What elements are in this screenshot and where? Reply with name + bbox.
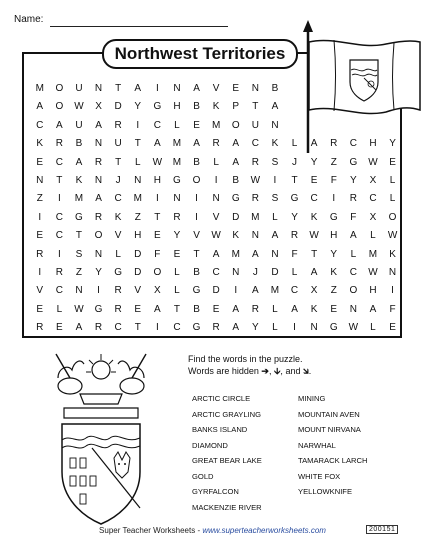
grid-letter[interactable]: X — [369, 175, 377, 186]
grid-letter[interactable]: A — [154, 303, 162, 315]
grid-letter[interactable]: N — [310, 322, 319, 334]
name-label: Name: — [14, 14, 44, 25]
grid-letter[interactable]: E — [36, 230, 44, 242]
grid-letter[interactable]: T — [134, 322, 142, 334]
grid-letter[interactable]: B — [232, 175, 240, 186]
grid-letter[interactable]: L — [174, 119, 181, 131]
grid-letter[interactable]: R — [94, 211, 103, 223]
grid-letter[interactable]: R — [212, 138, 221, 150]
grid-letter[interactable]: R — [36, 322, 44, 334]
grid-letter[interactable]: R — [36, 248, 44, 260]
grid-letter[interactable]: I — [195, 211, 199, 223]
grid-letter[interactable]: U — [114, 138, 123, 150]
grid-letter[interactable]: W — [387, 230, 398, 242]
grid-letter[interactable]: V — [36, 285, 44, 297]
grid-letter[interactable]: D — [271, 267, 280, 278]
word-list-item: DIAMOND — [192, 440, 228, 450]
grid-letter[interactable]: T — [173, 303, 181, 315]
grid-letter[interactable]: R — [114, 303, 123, 315]
grid-letter[interactable]: Z — [330, 285, 338, 297]
grid-letter[interactable]: D — [212, 285, 221, 297]
arrow-right-icon: ➔ — [261, 366, 269, 376]
grid-letter[interactable]: T — [56, 175, 63, 186]
grid-letter[interactable]: O — [192, 175, 201, 186]
grid-letter[interactable]: L — [272, 322, 279, 334]
grid-letter[interactable]: K — [114, 211, 122, 223]
grid-letter[interactable]: R — [173, 211, 182, 223]
grid-letter[interactable]: G — [192, 322, 201, 334]
grid-letter[interactable]: I — [273, 175, 277, 186]
grid-letter[interactable]: D — [114, 101, 123, 113]
grid-letter[interactable]: E — [56, 322, 64, 334]
grid-letter[interactable]: B — [193, 303, 201, 315]
word-list-item: TAMARACK LARCH — [298, 456, 368, 465]
grid-letter[interactable]: W — [152, 156, 163, 168]
grid-letter[interactable]: A — [95, 193, 103, 205]
grid-letter[interactable]: I — [38, 267, 42, 278]
grid-letter[interactable]: T — [291, 175, 299, 186]
grid-letter[interactable]: V — [193, 230, 201, 242]
page-title: Northwest Territories — [102, 39, 298, 69]
grid-letter[interactable]: Z — [75, 267, 83, 278]
grid-letter[interactable]: I — [57, 193, 62, 205]
grid-letter[interactable]: S — [271, 156, 279, 168]
grid-letter[interactable]: N — [271, 248, 280, 260]
grid-letter[interactable]: E — [389, 156, 397, 168]
grid-letter[interactable]: A — [271, 101, 279, 113]
grid-letter[interactable]: G — [114, 267, 123, 278]
grid-letter[interactable]: Y — [173, 230, 181, 242]
grid-letter[interactable]: A — [350, 230, 358, 242]
grid-letter[interactable]: Z — [36, 193, 44, 205]
grid-letter[interactable]: L — [389, 193, 396, 205]
grid-letter[interactable]: C — [55, 285, 64, 297]
grid-letter[interactable]: B — [193, 156, 201, 168]
word-list-item: MACKENZIE RIVER — [192, 502, 262, 512]
word-list-item: WHITE FOX — [298, 471, 341, 481]
word-list-item: ARCTIC CIRCLE — [192, 394, 251, 403]
grid-letter[interactable]: Y — [310, 156, 318, 168]
grid-letter[interactable]: K — [36, 138, 44, 150]
grid-letter[interactable]: O — [231, 119, 241, 131]
grid-letter[interactable]: A — [193, 83, 201, 94]
grid-letter[interactable]: M — [368, 248, 378, 260]
grid-letter[interactable]: F — [291, 248, 299, 260]
grid-letter[interactable]: F — [154, 248, 161, 260]
grid-letter[interactable]: A — [232, 303, 240, 315]
grid-letter[interactable]: R — [251, 156, 260, 168]
grid-letter[interactable]: T — [134, 138, 142, 150]
footer — [0, 526, 425, 535]
grid-letter[interactable]: L — [389, 175, 396, 186]
grid-letter[interactable]: N — [75, 285, 84, 297]
grid-letter[interactable]: N — [232, 267, 240, 278]
grid-letter[interactable]: R — [94, 322, 103, 334]
grid-letter[interactable]: K — [232, 230, 240, 242]
grid-letter[interactable]: A — [252, 285, 260, 297]
word-list-column-2 — [298, 391, 367, 500]
grid-letter[interactable]: X — [310, 285, 318, 297]
grid-letter[interactable]: C — [369, 193, 378, 205]
grid-letter[interactable]: U — [75, 83, 84, 94]
grid-letter[interactable]: M — [270, 285, 280, 297]
grid-letter[interactable]: N — [388, 267, 397, 278]
grid-letter[interactable]: B — [271, 83, 279, 94]
grid-letter[interactable]: U — [251, 119, 260, 131]
grid-letter[interactable]: L — [272, 211, 279, 223]
grid-letter[interactable]: Y — [389, 138, 397, 150]
grid-letter[interactable]: O — [94, 230, 103, 242]
grid-letter[interactable]: C — [251, 138, 260, 150]
grid-letter[interactable]: A — [56, 119, 64, 131]
grid-letter[interactable]: W — [348, 322, 359, 334]
grid-letter[interactable]: T — [193, 248, 201, 260]
grid-letter[interactable]: G — [75, 211, 84, 223]
word-list-item: ARCTIC GRAYLING — [192, 409, 262, 419]
grid-letter[interactable]: L — [56, 303, 63, 315]
grid-letter[interactable]: T — [115, 83, 122, 94]
grid-letter[interactable]: L — [291, 267, 298, 278]
grid-letter[interactable]: I — [155, 322, 160, 334]
grid-letter[interactable]: N — [251, 230, 260, 242]
grid-letter[interactable]: W — [250, 175, 261, 186]
arrow-diagonal-icon: 🡮 — [302, 366, 309, 376]
grid-letter[interactable]: E — [134, 303, 142, 315]
grid-letter[interactable]: D — [232, 211, 240, 223]
grid-letter[interactable]: A — [232, 138, 240, 150]
grid-letter[interactable]: A — [75, 322, 83, 334]
grid-letter[interactable]: L — [213, 156, 220, 168]
footer-prefix: Super Teacher Worksheets - — [99, 526, 203, 535]
name-field-line[interactable] — [50, 26, 228, 27]
instruction-line-2: Words are hidden ➔, 🡫, and 🡮. — [188, 366, 312, 376]
grid-letter[interactable]: W — [74, 303, 85, 315]
grid-letter[interactable]: I — [214, 175, 219, 186]
grid-letter[interactable]: T — [252, 101, 259, 113]
grid-letter[interactable]: C — [310, 193, 319, 205]
word-list-item: MOUNTAIN AVEN — [298, 409, 360, 419]
arrow-down-icon: 🡫 — [273, 366, 281, 376]
grid-letter[interactable]: K — [310, 211, 318, 223]
grid-letter[interactable]: C — [55, 230, 64, 242]
grid-letter[interactable]: R — [290, 230, 299, 242]
grid-letter[interactable]: I — [332, 193, 336, 205]
grid-letter[interactable]: E — [389, 322, 397, 334]
word-list-item: YELLOWKNIFE — [298, 487, 353, 496]
grid-letter[interactable]: A — [232, 322, 240, 334]
grid-letter[interactable]: O — [55, 83, 64, 94]
grid-letter[interactable]: O — [55, 101, 64, 113]
grid-letter[interactable]: F — [330, 175, 338, 186]
grid-letter[interactable]: I — [38, 211, 42, 223]
grid-letter[interactable]: K — [389, 248, 397, 260]
grid-letter[interactable]: H — [173, 101, 182, 113]
grid-letter[interactable]: J — [252, 267, 259, 278]
grid-letter[interactable]: Z — [134, 211, 142, 223]
grid-letter[interactable]: D — [134, 248, 142, 260]
grid-letter[interactable]: H — [134, 230, 142, 242]
grid-letter[interactable]: E — [212, 303, 220, 315]
grid-letter[interactable]: P — [232, 101, 240, 113]
grid-letter[interactable]: N — [94, 138, 103, 150]
grid-letter[interactable]: A — [291, 303, 299, 315]
grid-letter[interactable]: C — [114, 193, 123, 205]
grid-letter[interactable]: T — [154, 211, 161, 223]
grid-letter[interactable]: R — [212, 322, 221, 334]
grid-letter[interactable]: N — [173, 193, 182, 205]
instructions — [188, 353, 311, 377]
grid-letter[interactable]: X — [95, 101, 103, 113]
grid-letter[interactable]: K — [330, 267, 338, 278]
grid-letter[interactable]: C — [290, 285, 299, 297]
grid-letter[interactable]: C — [349, 267, 358, 278]
grid-letter[interactable]: W — [368, 156, 379, 168]
grid-letter[interactable]: I — [293, 322, 297, 334]
grid-letter[interactable]: A — [95, 119, 103, 131]
grid-letter[interactable]: Y — [291, 211, 299, 223]
grid-letter[interactable]: W — [368, 267, 379, 278]
coat-of-arms-icon — [44, 348, 158, 528]
word-list-item: GOLD — [192, 471, 214, 481]
grid-letter[interactable]: G — [192, 285, 201, 297]
grid-letter[interactable]: E — [330, 303, 338, 315]
grid-letter[interactable]: A — [271, 230, 279, 242]
grid-letter[interactable]: L — [350, 248, 357, 260]
grid-letter[interactable]: T — [311, 248, 318, 260]
grid-letter[interactable]: W — [309, 230, 320, 242]
grid-letter[interactable]: M — [133, 193, 143, 205]
grid-letter[interactable]: N — [134, 175, 142, 186]
grid-letter[interactable]: L — [370, 322, 377, 334]
grid-letter[interactable]: F — [389, 303, 397, 315]
grid-letter[interactable]: K — [271, 138, 279, 150]
grid-letter[interactable]: J — [292, 156, 298, 168]
grid-letter[interactable]: Y — [330, 248, 338, 260]
grid-letter[interactable]: U — [75, 119, 84, 131]
grid-letter[interactable]: W — [211, 230, 222, 242]
grid-letter[interactable]: M — [172, 138, 182, 150]
grid-letter[interactable]: A — [369, 303, 377, 315]
grid-letter[interactable]: A — [193, 138, 201, 150]
grid-letter[interactable]: L — [370, 230, 377, 242]
grid-letter[interactable]: C — [55, 156, 64, 168]
word-list-column-1 — [192, 391, 262, 515]
grid-letter[interactable]: V — [134, 285, 142, 297]
grid-letter[interactable]: G — [231, 193, 241, 205]
grid-letter[interactable]: M — [251, 211, 261, 223]
grid-letter[interactable]: A — [310, 267, 318, 278]
grid-letter[interactable]: R — [55, 138, 64, 150]
grid-letter[interactable]: R — [55, 267, 64, 278]
grid-letter[interactable]: E — [36, 156, 44, 168]
grid-letter[interactable]: C — [55, 211, 64, 223]
grid-letter[interactable]: R — [349, 193, 358, 205]
grid-letter[interactable]: G — [329, 211, 339, 223]
grid-letter[interactable]: R — [330, 138, 338, 150]
grid-letter[interactable]: X — [154, 285, 162, 297]
grid-letter[interactable]: N — [271, 119, 280, 131]
word-list-item: NARWHAL — [298, 440, 336, 450]
grid-letter[interactable]: S — [271, 193, 279, 205]
grid-letter[interactable]: I — [195, 193, 199, 205]
grid-letter[interactable]: N — [94, 248, 103, 260]
grid-letter[interactable]: H — [330, 230, 338, 242]
grid-letter[interactable]: G — [329, 322, 339, 334]
word-list-item: BANKS ISLAND — [192, 425, 248, 434]
grid-letter[interactable]: H — [369, 138, 378, 150]
grid-letter[interactable]: R — [114, 119, 123, 131]
grid-letter[interactable]: I — [136, 119, 140, 131]
grid-letter[interactable]: L — [115, 248, 122, 260]
grid-letter[interactable]: C — [114, 322, 123, 334]
grid-letter[interactable]: N — [349, 303, 358, 315]
grid-letter[interactable]: V — [212, 211, 220, 223]
grid-letter[interactable]: A — [134, 83, 142, 94]
grid-letter[interactable]: Y — [95, 267, 103, 278]
grid-letter[interactable]: A — [36, 101, 44, 113]
grid-letter[interactable]: M — [74, 193, 84, 205]
grid-letter[interactable]: G — [173, 175, 182, 186]
grid-letter[interactable]: C — [349, 138, 358, 150]
grid-letter[interactable]: L — [291, 138, 298, 150]
grid-letter[interactable]: N — [212, 193, 221, 205]
grid-letter[interactable]: N — [36, 175, 44, 186]
word-list-item: GREAT BEAR LAKE — [192, 456, 262, 465]
grid-letter[interactable]: B — [193, 267, 201, 278]
grid-letter[interactable]: S — [75, 248, 83, 260]
grid-letter[interactable]: V — [212, 83, 220, 94]
grid-letter[interactable]: E — [193, 119, 201, 131]
grid-letter[interactable]: G — [153, 101, 162, 113]
grid-letter[interactable]: K — [212, 101, 220, 113]
grid-letter[interactable]: K — [310, 303, 318, 315]
grid-letter[interactable]: I — [57, 248, 62, 260]
grid-letter[interactable]: N — [94, 175, 103, 186]
grid-letter[interactable]: E — [173, 248, 181, 260]
grid-letter[interactable]: R — [251, 303, 260, 315]
grid-letter[interactable]: F — [350, 211, 357, 223]
grid-letter[interactable]: K — [75, 175, 83, 186]
grid-letter[interactable]: M — [231, 248, 241, 260]
grid-letter[interactable]: Y — [350, 175, 358, 186]
grid-letter[interactable]: A — [232, 156, 240, 168]
grid-letter[interactable]: C — [173, 322, 182, 334]
grid-letter[interactable]: V — [114, 230, 122, 242]
word-list-item: GYRFALCON — [192, 487, 239, 496]
grid-letter[interactable]: L — [134, 156, 142, 168]
grid-letter[interactable]: M — [35, 83, 45, 94]
grid-letter[interactable]: E — [310, 175, 318, 186]
footer-link[interactable]: www.superteacherworksheets.com — [202, 526, 326, 535]
grid-letter[interactable]: C — [153, 119, 162, 131]
grid-letter[interactable]: A — [310, 138, 318, 150]
grid-letter[interactable]: I — [97, 285, 101, 297]
grid-letter[interactable]: Y — [134, 101, 142, 113]
grid-letter[interactable]: N — [173, 83, 182, 94]
grid-letter[interactable]: H — [153, 175, 162, 186]
grid-letter[interactable]: E — [36, 303, 44, 315]
grid-letter[interactable]: O — [349, 285, 358, 297]
word-list-item: MINING — [298, 394, 326, 403]
grid-letter[interactable]: I — [234, 285, 238, 297]
grid-letter[interactable]: Y — [252, 322, 260, 334]
worksheet-code: 200151 — [366, 525, 398, 534]
grid-letter[interactable]: D — [134, 267, 142, 278]
grid-letter[interactable]: E — [232, 83, 240, 94]
grid-letter[interactable]: H — [369, 285, 378, 297]
grid-letter[interactable]: M — [172, 156, 182, 168]
grid-letter[interactable]: G — [349, 156, 358, 168]
grid-letter[interactable]: C — [36, 119, 44, 131]
grid-letter[interactable]: O — [153, 267, 162, 278]
grid-letter[interactable]: M — [211, 119, 221, 131]
grid-letter[interactable]: E — [154, 230, 162, 242]
grid-letter[interactable]: L — [174, 285, 181, 297]
grid-letter[interactable]: A — [154, 138, 162, 150]
grid-letter[interactable]: I — [155, 193, 160, 205]
grid-letter[interactable]: I — [155, 83, 160, 94]
grid-letter[interactable]: N — [251, 83, 260, 94]
grid-letter[interactable]: A — [212, 248, 220, 260]
grid-letter[interactable]: C — [212, 267, 221, 278]
flag-icon — [290, 18, 425, 153]
word-list-item: MOUNT NIRVANA — [298, 425, 361, 434]
grid-letter[interactable]: R — [94, 156, 103, 168]
grid-letter[interactable]: A — [75, 156, 83, 168]
grid-letter[interactable]: X — [369, 211, 377, 223]
grid-letter[interactable]: J — [115, 175, 122, 186]
grid-letter[interactable]: B — [193, 101, 201, 113]
grid-letter[interactable]: L — [174, 267, 181, 278]
grid-letter[interactable]: G — [290, 193, 299, 205]
grid-letter[interactable]: G — [94, 303, 103, 315]
grid-letter[interactable]: R — [114, 285, 123, 297]
grid-letter[interactable]: T — [75, 230, 83, 242]
grid-letter[interactable]: L — [272, 303, 279, 315]
grid-letter[interactable]: A — [252, 248, 260, 260]
grid-letter[interactable]: W — [74, 101, 85, 113]
grid-letter[interactable]: T — [115, 156, 122, 168]
grid-letter[interactable]: Z — [330, 156, 338, 168]
grid-letter[interactable]: B — [75, 138, 83, 150]
grid-letter[interactable]: I — [391, 285, 395, 297]
instruction-line-1: Find the words in the puzzle. — [188, 354, 303, 364]
grid-letter[interactable]: N — [94, 83, 103, 94]
grid-letter[interactable]: O — [388, 211, 397, 223]
grid-letter[interactable]: R — [251, 193, 260, 205]
